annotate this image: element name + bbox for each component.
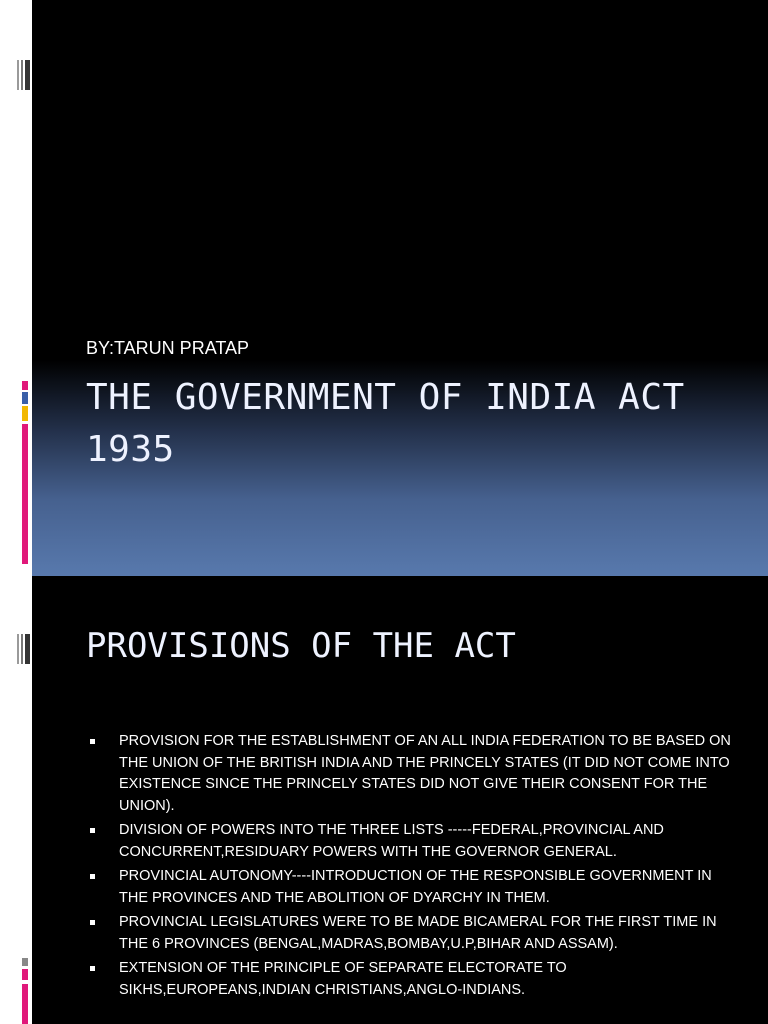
list-item-text: DIVISION OF POWERS INTO THE THREE LISTS -----FEDERAL,PROVINCIAL AND CONCURRENT,RESIDUARY POWERS WITH THE GOVERNOR GENERAL. (119, 822, 664, 860)
section-heading: PROVISIONS OF THE ACT (86, 626, 516, 666)
accent-bar (22, 958, 28, 966)
bullet-icon (90, 739, 95, 744)
accent-bar (22, 984, 28, 1024)
decorative-bars-icon (17, 634, 30, 664)
list-item-text: PROVINCIAL AUTONOMY----INTRODUCTION OF THE RESPONSIBLE GOVERNMENT IN THE PROVINCES AND THE ABOLITION OF DYARCHY IN THEM. (119, 868, 712, 906)
list-item-text: EXTENSION OF THE PRINCIPLE OF SEPARATE ELECTORATE TO SIKHS,EUROPEANS,INDIAN CHRISTIANS,ANGLO-INDIANS. (119, 960, 567, 998)
list-item (88, 820, 738, 863)
list-item (88, 958, 738, 1001)
list-item-text: PROVISION FOR THE ESTABLISHMENT OF AN ALL INDIA FEDERATION TO BE BASED ON THE UNION OF THE BRITISH INDIA AND THE PRINCELY STATES (IT DID NOT COME INTO EXISTENCE SINCE THE PRINCELY STATES DID NOT GIVE THEIR CONSENT FOR THE UNION). (119, 733, 731, 814)
list-item (88, 866, 738, 909)
decorative-bars-icon (17, 60, 30, 90)
bullet-icon (90, 828, 95, 833)
accent-bar (22, 424, 28, 564)
bullet-icon (90, 966, 95, 971)
slide-title: THE GOVERNMENT OF INDIA ACT 1935 (86, 377, 685, 470)
accent-bar (22, 406, 28, 421)
accent-bar (22, 969, 28, 980)
author-byline: BY:TARUN PRATAP (86, 338, 250, 358)
bullet-icon (90, 874, 95, 879)
list-item (88, 912, 738, 955)
bullet-icon (90, 920, 95, 925)
accent-bar (22, 392, 28, 404)
list-item-text: PROVINCIAL LEGISLATURES WERE TO BE MADE BICAMERAL FOR THE FIRST TIME IN THE 6 PROVINCES (BENGAL,MADRAS,BOMBAY,U.P,BIHAR AND ASSAM). (119, 914, 717, 952)
content-slide (0, 576, 768, 1024)
accent-bar (22, 381, 28, 390)
provisions-list (88, 731, 738, 1004)
list-item (88, 731, 738, 817)
